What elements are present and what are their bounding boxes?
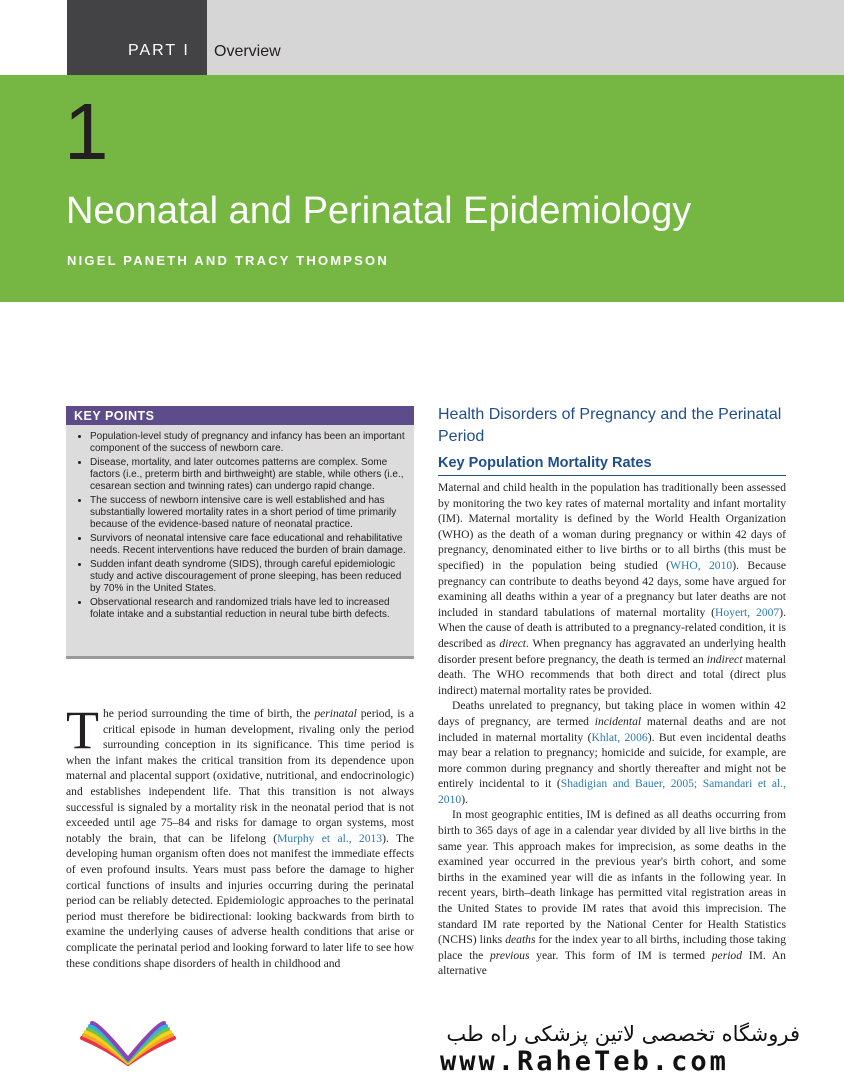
drop-cap: T (66, 706, 99, 760)
open-book-logo-icon (78, 1008, 178, 1070)
left-column-text (66, 706, 414, 994)
citation-link[interactable]: Shadigian and Bauer, 2005; Samandari et al., 2010 (438, 777, 786, 806)
body-paragraph: Deaths unrelated to pregnancy, but taking place in women within 42 days of pregnancy, are termed incidental maternal deaths and are not included in maternal mortality (Khlat, 2006). But even incidental deaths may bear a relation to pregnancy; homicide and suicide, for example, are more common during pregnancy and shortly thereafter and might not be entirely incidental to it (Shadigian and Bauer, 2005; Samandari et al., 2010). (438, 699, 786, 806)
key-point-item: • Sudden infant death syndrome (SIDS), through careful epidemiologic study and active discouragement of prone sleeping, has been reduced by 70% in the United States. (90, 559, 406, 595)
key-points-heading: KEY POINTS (66, 406, 414, 425)
body-paragraph: In most geographic entities, IM is defined as all deaths occurring from birth to 365 days of age in a calendar year divided by all live births in the same year. This approach makes for imprecision, as some deaths in the examined year occurred in the previous year's birth cohort, and some births in the examined year will die as infants in the following year. In recent years, birth–death linkage has permitted vital registration areas in the United States to provide IM rates that avoid this imprecision. The standard IM rate reported by the National Center for Health Statistics (NCHS) links deaths for the index year to all births, including those taking place the previous year. This form of IM is termed period IM. An alternative (438, 808, 786, 978)
body-paragraph: Maternal and child health in the population has traditionally been assessed by monitoring the two key rates of maternal mortality and infant mortality (IM). Maternal mortality is defined by the World Health Organization (WHO) as the death of a woman during pregnancy or within 42 days of pregnancy, denominated either to live births or to all births (this must be specified) in the population being studied (WHO, 2010). Because pregnancy can contribute to deaths beyond 42 days, some have argued for examining all deaths within a year of a pregnancy but later deaths are not included in standard tabulations of maternal mortality (Hoyert, 2007). When the cause of death is attributed to a pregnancy-related condition, it is described as direct. When pregnancy has aggravated an underlying health disorder present before pregnancy, the death is termed an indirect maternal death. The WHO recommends that both direct and total (direct plus indirect) maternal mortality rates be provided. (438, 481, 786, 697)
citation-link[interactable]: Murphy et al., 2013 (277, 831, 383, 845)
part-strip (207, 0, 844, 75)
chapter-number: 1 (64, 87, 109, 176)
subsection-heading: Key Population Mortality Rates (438, 455, 786, 476)
intro-paragraph: The period surrounding the time of birth, the perinatal period, is a critical episode in human development, rivaling only the period surrounding conception in its significance. This time period is when the infant makes the critical transition from its dependence upon maternal and placental support (oxidative, nutritional, and endocrinologic) and establishes independent life. That this transition is not always successful is signaled by a mortality risk in the neonatal period that is not exceeded until age 75–84 and risks for damage to organ systems, most notably the brain, that can be lifelong (Murphy et al., 2013). The developing human organism often does not manifest the immediate effects of even profound insults. Years must pass before the damage to higher cortical functions of insults and injuries occurring during the perinatal period can be reliably detected. Epidemiologic approaches to the perinatal period must therefore be bidirectional: looking backwards from birth to examine the underlying causes of adverse health conditions that arise or complicate the perinatal period and looking forward to later life to see how these conditions shape disorders of health in childhood and (66, 706, 414, 970)
part-title: Overview (214, 43, 281, 60)
key-point-item: • Survivors of neonatal intensive care face educational and rehabilitative needs. Recent interventions have reduced the burden of brain damage. (90, 533, 406, 557)
part-label: PART I (128, 42, 190, 59)
part-tab (67, 0, 207, 75)
citation-link[interactable]: Khlat, 2006 (591, 730, 648, 744)
chapter-title: Neonatal and Perinatal Epidemiology (66, 190, 692, 232)
right-column-text (438, 480, 786, 994)
citation-link[interactable]: WHO, 2010 (670, 558, 733, 572)
watermark-url: www.RaheTeb.com (440, 1046, 729, 1077)
citation-link[interactable]: Hoyert, 2007 (715, 605, 780, 619)
key-points-box (66, 406, 414, 659)
key-point-item: • Population-level study of pregnancy and infancy has been an important component of the success of newborn care. (90, 431, 406, 455)
key-point-item: • The success of newborn intensive care is well established and has substantially lowered mortality rates in a short period of time primarily because of the evidence-based nature of neonatal practice. (90, 495, 406, 531)
watermark-shop-text: فروشگاه تخصصی لاتین پزشکی راه طب (446, 1022, 800, 1046)
key-points-list (66, 431, 414, 621)
key-point-item: • Observational research and randomized trials have led to increased folate intake and a substantial reduction in neural tube birth defects. (90, 597, 406, 621)
section-heading: Health Disorders of Pregnancy and the Perinatal Period (438, 406, 782, 445)
key-point-item: • Disease, mortality, and later outcomes patterns are complex. Some factors (i.e., preterm birth and birthweight) are stable, while others (i.e., cesarean section and twinning rates) can undergo rapid change. (90, 457, 406, 493)
chapter-authors: NIGEL PANETH AND TRACY THOMPSON (67, 253, 389, 268)
